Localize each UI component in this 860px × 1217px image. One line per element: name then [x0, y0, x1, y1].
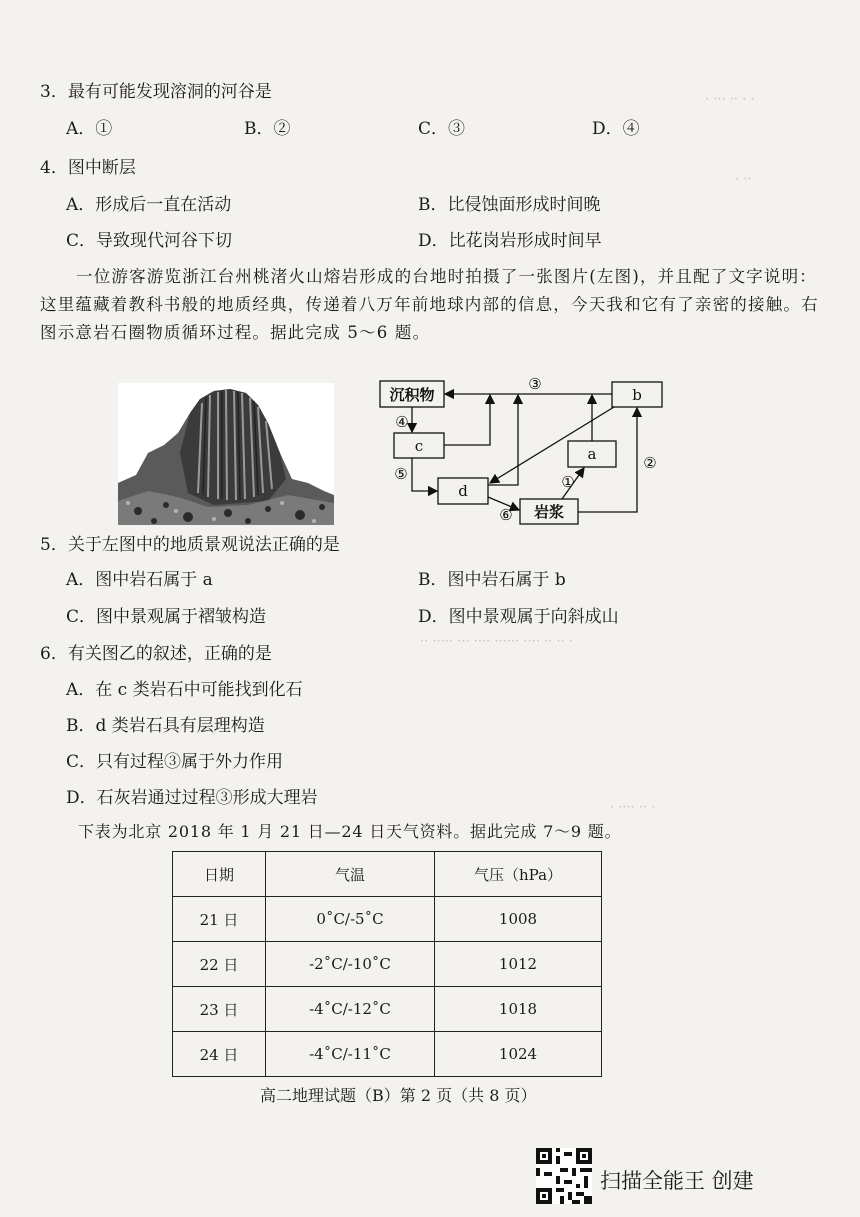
- table-cell: -2˚C/-10˚C: [266, 942, 435, 987]
- label-c: c: [414, 437, 424, 455]
- process-1: ①: [561, 473, 575, 491]
- option-5a: A．图中岩石属于 a: [66, 570, 213, 590]
- table-header: 日期: [173, 852, 266, 897]
- table-cell: -4˚C/-11˚C: [266, 1032, 435, 1077]
- table-cell: 21 日: [173, 897, 266, 942]
- intro-paragraph-5-6: 一位游客游览浙江台州桃渚火山熔岩形成的台地时拍摄了一张图片(左图)，并且配了文字说明：这里蕴藏着教科书般的地质经典，传递着八万年前地球内部的信息，今天我和它有了亲密的接触。右图示意岩石圈物质循环过程。据此完成 5～6 题。: [40, 267, 819, 342]
- label-b: b: [632, 386, 642, 404]
- process-2: ②: [643, 454, 657, 472]
- question-3-stem: 3．最有可能发现溶洞的河谷是: [40, 82, 272, 102]
- table-cell: 22 日: [173, 942, 266, 987]
- table-cell: 23 日: [173, 987, 266, 1032]
- option-6c: C．只有过程③属于外力作用: [66, 752, 284, 772]
- option-4d: D．比花岗岩形成时间早: [418, 231, 602, 251]
- process-5: ⑤: [394, 465, 408, 483]
- option-3d: D．④: [592, 119, 640, 139]
- qr-code-icon: [536, 1148, 592, 1204]
- table-cell: 1008: [435, 897, 602, 942]
- table-header-row: [173, 852, 602, 897]
- table-cell: 1018: [435, 987, 602, 1032]
- bleed-through-text: ·· ····· ··· ···· ······ ···· ·· ·· ·: [420, 634, 573, 649]
- table-cell: 24 日: [173, 1032, 266, 1077]
- option-3c: C．③: [418, 119, 466, 139]
- intro-paragraph-7-9: 下表为北京 2018 年 1 月 21 日—24 日天气资料。据此完成 7～9 题。: [78, 822, 622, 841]
- question-6-stem: 6．有关图乙的叙述，正确的是: [40, 644, 272, 664]
- table-row: [173, 897, 602, 942]
- table-cell: 1012: [435, 942, 602, 987]
- bleed-through-text: · ···· ·· ·: [610, 800, 656, 815]
- option-5b: B．图中岩石属于 b: [418, 570, 566, 590]
- option-6d: D．石灰岩通过过程③形成大理岩: [66, 788, 318, 808]
- table-row: [173, 987, 602, 1032]
- table-cell: 0˚C/-5˚C: [266, 897, 435, 942]
- bleed-through-text: · ··: [735, 172, 752, 187]
- table-row: [173, 942, 602, 987]
- columnar-basalt-photo: [118, 383, 334, 525]
- question-5-stem: 5．关于左图中的地质景观说法正确的是: [40, 535, 340, 555]
- scanner-watermark-text: 扫描全能王 创建: [600, 1169, 754, 1193]
- weather-table: [172, 851, 602, 1077]
- page-footer: 高二地理试题（B）第 2 页（共 8 页）: [260, 1086, 537, 1105]
- option-5c: C．图中景观属于褶皱构造: [66, 607, 267, 627]
- option-4a: A．形成后一直在活动: [66, 195, 232, 215]
- label-a: a: [587, 445, 597, 463]
- label-magma: 岩浆: [533, 503, 565, 521]
- process-4: ④: [395, 413, 409, 431]
- option-4b: B．比侵蚀面形成时间晚: [418, 195, 601, 215]
- option-3b: B．②: [244, 119, 291, 139]
- table-cell: 1024: [435, 1032, 602, 1077]
- option-3a: A．①: [66, 119, 113, 139]
- process-3: ③: [528, 375, 542, 393]
- table-header: 气压（hPa）: [435, 852, 602, 897]
- bleed-through-text: · ··· ·· · ·: [705, 92, 755, 107]
- rock-cycle-diagram: [372, 373, 672, 528]
- option-6b: B．d 类岩石具有层理构造: [66, 716, 265, 736]
- label-d: d: [458, 482, 468, 500]
- process-6: ⑥: [499, 506, 513, 524]
- table-row: [173, 1032, 602, 1077]
- option-4c: C．导致现代河谷下切: [66, 231, 233, 251]
- label-sediment: 沉积物: [389, 386, 435, 404]
- table-cell: -4˚C/-12˚C: [266, 987, 435, 1032]
- option-5d: D．图中景观属于向斜成山: [418, 607, 619, 627]
- option-6a: A．在 c 类岩石中可能找到化石: [66, 680, 303, 700]
- question-4-stem: 4．图中断层: [40, 158, 136, 178]
- table-header: 气温: [266, 852, 435, 897]
